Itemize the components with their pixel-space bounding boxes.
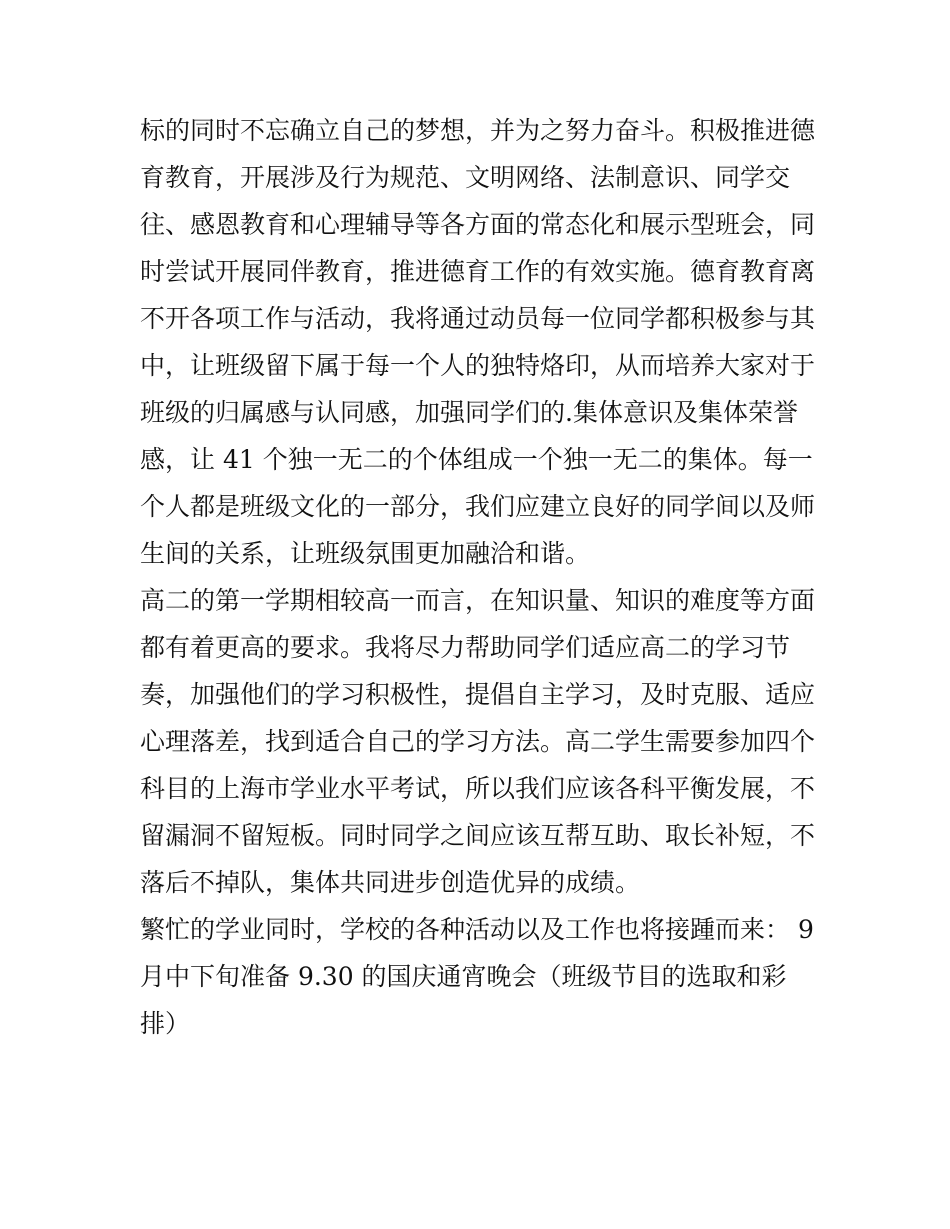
text-line: 繁忙的学业同时，学校的各种活动以及工作也将接踵而来： 9 [140, 915, 814, 944]
text-line: 留漏洞不留短板。同时同学之间应该互帮互助、取长补短，不 [140, 821, 816, 850]
text-line: 个人都是班级文化的一部分，我们应建立良好的同学间以及师 [140, 492, 816, 521]
text-line: 高二的第一学期相较高一而言，在知识量、知识的难度等方面 [140, 586, 816, 615]
text-line: 往、感恩教育和心理辅导等各方面的常态化和展示型班会，同 [140, 210, 816, 239]
document-body [140, 107, 820, 1047]
text-line: 奏，加强他们的学习积极性，提倡自主学习，及时克服、适应 [140, 680, 816, 709]
text-line: 育教育，开展涉及行为规范、文明网络、法制意识、同学交 [140, 163, 791, 192]
text-line: 班级的归属感与认同感，加强同学们的.集体意识及集体荣誉 [140, 398, 798, 427]
text-line: 时尝试开展同伴教育，推进德育工作的有效实施。德育教育离 [140, 257, 816, 286]
text-line: 不开各项工作与活动，我将通过动员每一位同学都积极参与其 [140, 304, 816, 333]
text-line: 科目的上海市学业水平考试，所以我们应该各科平衡发展，不 [140, 774, 816, 803]
text-line: 落后不掉队，集体共同进步创造优异的成绩。 [140, 868, 641, 897]
text-line: 感，让 41 个独一无二的个体组成一个独一无二的集体。每一 [140, 445, 813, 474]
text-line: 排） [140, 1009, 191, 1038]
text-line: 标的同时不忘确立自己的梦想，并为之努力奋斗。积极推进德 [140, 116, 816, 145]
text-line: 心理落差，找到适合自己的学习方法。高二学生需要参加四个 [140, 727, 816, 756]
text-line: 月中下旬准备 9.30 的国庆通宵晚会（班级节目的选取和彩 [140, 962, 787, 991]
text-line: 中，让班级留下属于每一个人的独特烙印，从而培养大家对于 [140, 351, 816, 380]
text-line: 生间的关系，让班级氛围更加融洽和谐。 [140, 539, 591, 568]
text-line: 都有着更高的要求。我将尽力帮助同学们适应高二的学习节 [140, 633, 791, 662]
